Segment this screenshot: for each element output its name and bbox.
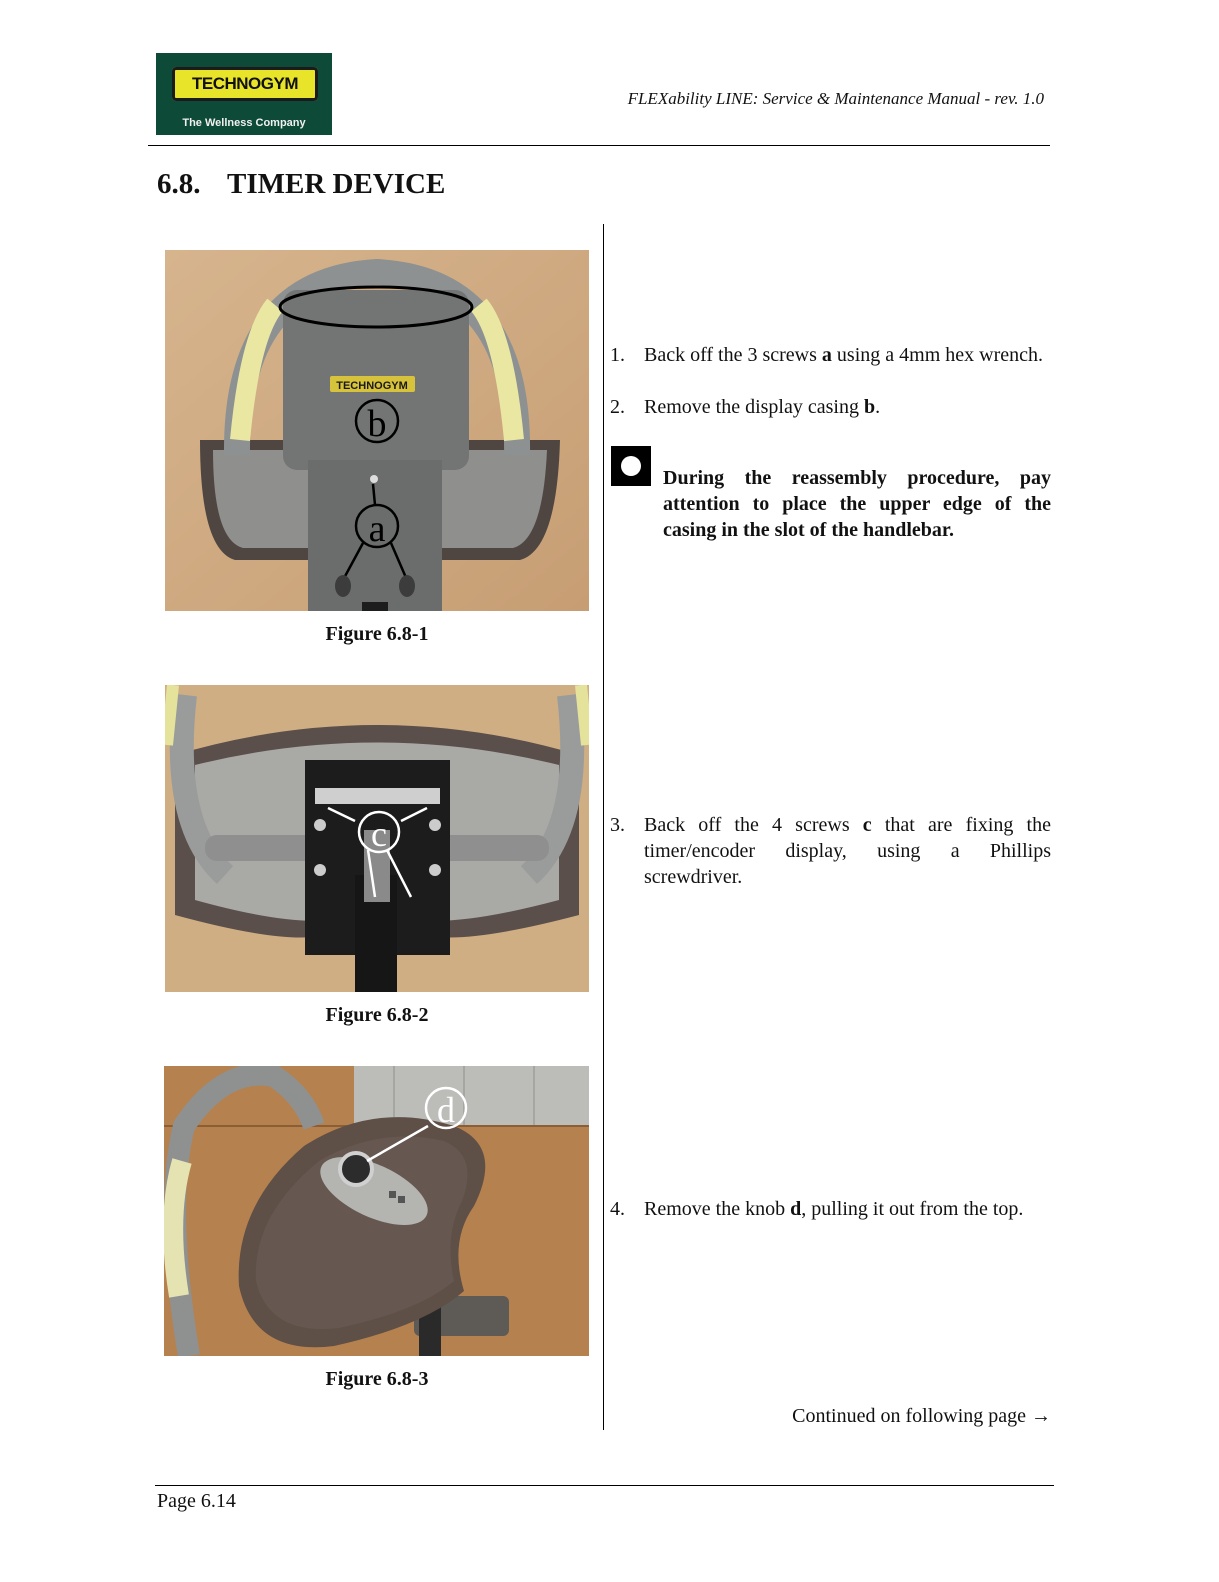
step-text: Remove the knob	[644, 1198, 791, 1220]
knob-console-photo	[164, 1066, 589, 1356]
step-key: b	[863, 396, 876, 418]
step-text: .	[875, 396, 881, 418]
figure-caption-2: Figure 6.8-2	[325, 1004, 429, 1026]
step-number: 3.	[610, 814, 625, 836]
section-number: 6.8.	[157, 168, 201, 200]
step-4	[610, 1196, 1051, 1222]
step-text: using a 4mm hex wrench.	[831, 344, 1043, 366]
photo-brand-label: TECHNOGYM	[336, 380, 408, 392]
step-text: that are fixing the timer/encoder display, using a Phillips screwdriver.	[644, 814, 1051, 888]
note-circle-icon	[611, 446, 651, 486]
figure-photo-3	[164, 1066, 589, 1356]
logo-wordmark: TECHNOGYM	[192, 74, 298, 93]
header-rule	[148, 145, 1050, 146]
figure-caption-3: Figure 6.8-3	[325, 1368, 429, 1390]
step-3	[610, 812, 1051, 890]
section-heading	[157, 168, 445, 201]
page-number: Page 6.14	[157, 1490, 236, 1512]
column-divider	[603, 224, 604, 1430]
step-number: 2.	[610, 396, 625, 418]
timer-encoder-photo	[165, 685, 589, 992]
callout-b: b	[367, 403, 387, 445]
figure-photo-1	[165, 250, 589, 611]
step-key: a	[821, 344, 832, 366]
technogym-logo	[156, 53, 332, 135]
section-title: TIMER DEVICE	[227, 168, 446, 200]
logo-plate	[172, 67, 318, 101]
handlebar-display-photo	[165, 250, 589, 611]
step-text: Remove the display casing	[644, 396, 864, 418]
continued-note: Continued on following page →	[792, 1405, 1051, 1427]
callout-c: c	[371, 814, 387, 854]
figure-caption-1: Figure 6.8-1	[325, 623, 429, 645]
step-number: 1.	[610, 344, 625, 366]
step-text: Back off the 3 screws	[644, 344, 822, 366]
callout-a: a	[368, 508, 386, 550]
step-2	[610, 394, 1051, 420]
step-text: , pulling it out from the top.	[801, 1198, 1024, 1220]
figure-photo-2	[165, 685, 589, 992]
footer-rule	[155, 1485, 1054, 1486]
reassembly-note: During the reassembly procedure, pay attention to place the upper edge of the casing in the slot of the handlebar.	[663, 467, 1051, 541]
logo-tagline: The Wellness Company	[182, 117, 306, 129]
step-number: 4.	[610, 1198, 625, 1220]
step-key: c	[862, 814, 872, 836]
document-title: FLEXability LINE: Service & Maintenance Manual - rev. 1.0	[627, 89, 1044, 108]
step-1	[610, 342, 1051, 368]
step-key: d	[790, 1198, 802, 1220]
step-text: Back off the 4 screws	[644, 814, 863, 836]
callout-d: d	[437, 1090, 455, 1130]
